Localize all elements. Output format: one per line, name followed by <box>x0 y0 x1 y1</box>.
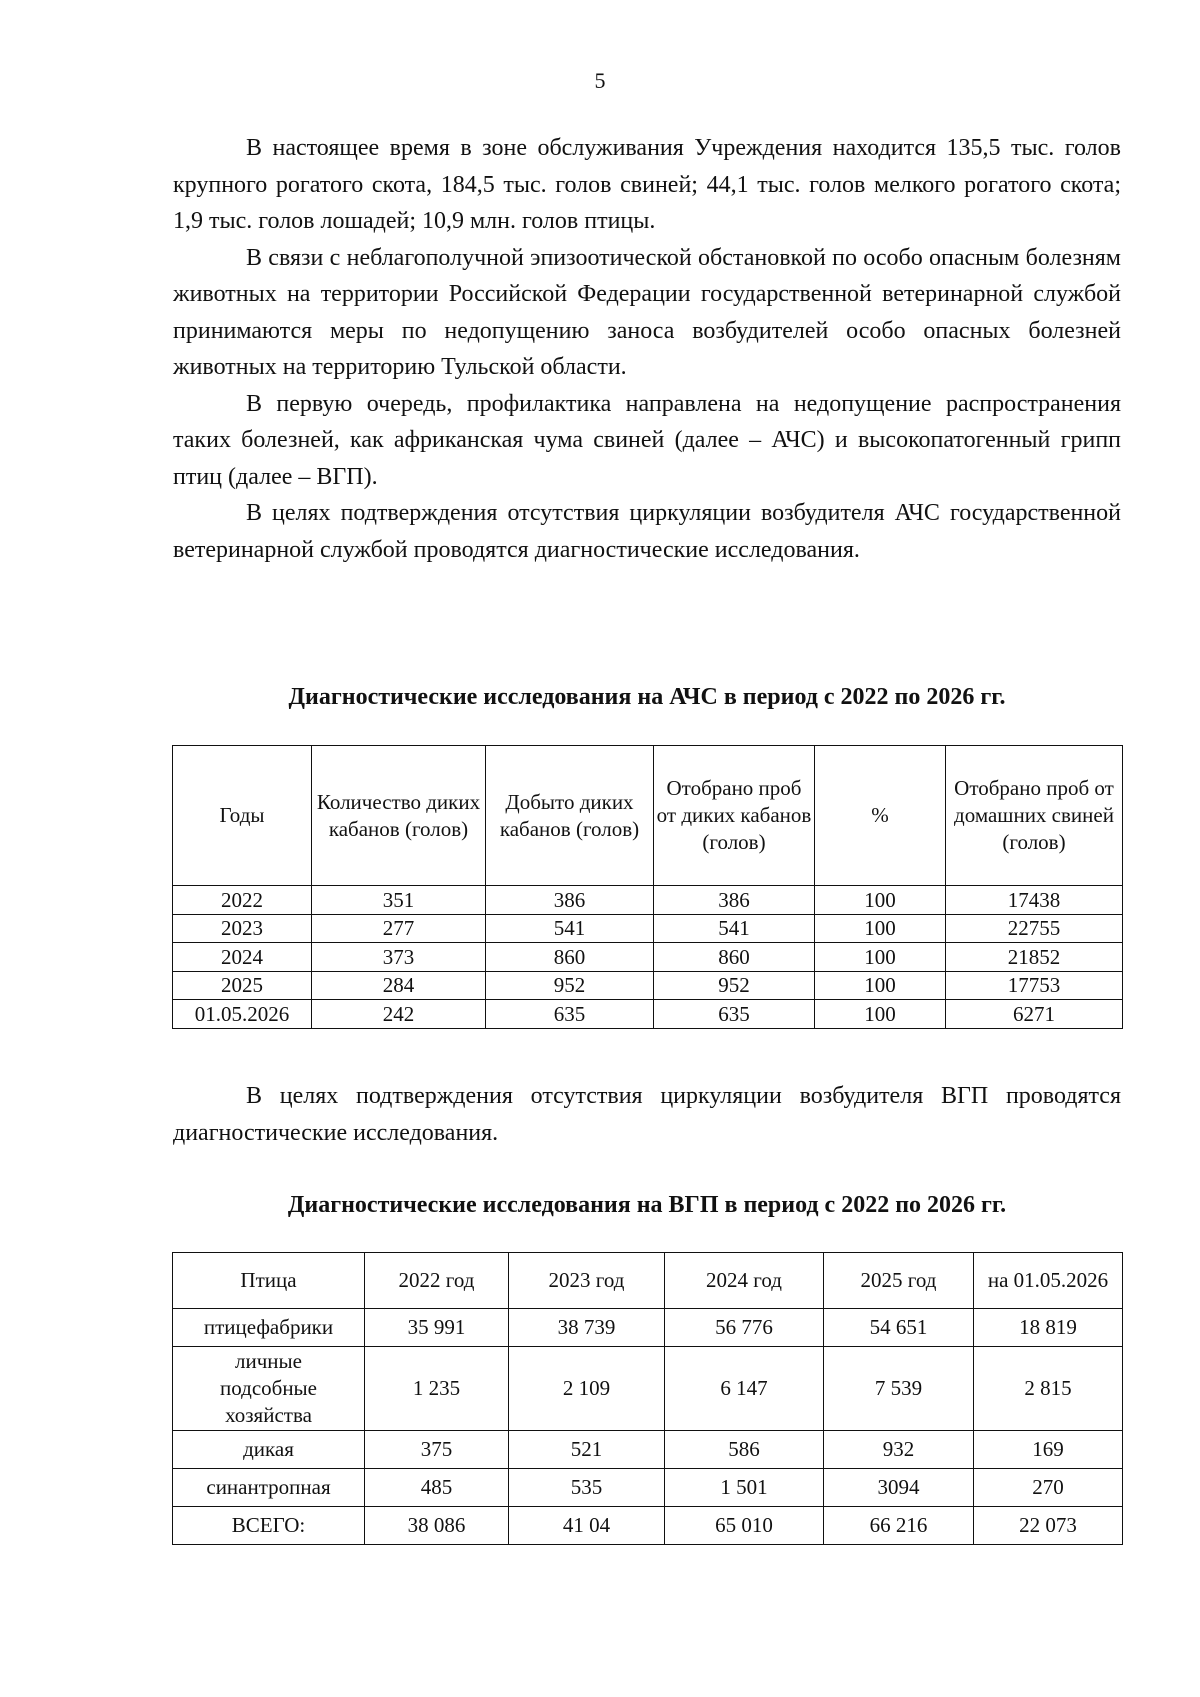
table-cell: 635 <box>486 1000 654 1029</box>
hpai-header-bird: Птица <box>173 1253 365 1309</box>
asf-header-domestic-samples: Отобрано проб от домашних свиней (голов) <box>946 746 1123 886</box>
hpai-header-2025: 2025 год <box>824 1253 974 1309</box>
table-cell: 2025 <box>173 971 312 1000</box>
table-row <box>173 1431 1123 1469</box>
table-cell: 100 <box>815 914 946 943</box>
table-cell: 100 <box>815 971 946 1000</box>
table-cell: 1 501 <box>665 1469 824 1507</box>
paragraph-prevention: В первую очередь, профилактика направлена на недопущение распространения таких болезней, как африканская чума свиней (далее – АЧС) и высокопатогенный грипп птиц (далее – ВГП). <box>173 390 1121 490</box>
table-cell: 6 147 <box>665 1347 824 1431</box>
table-cell: 100 <box>815 886 946 915</box>
asf-header-wild-boars-count: Количество диких кабанов (голов) <box>312 746 486 886</box>
table-cell: ВСЕГО: <box>173 1507 365 1545</box>
table-cell: 386 <box>486 886 654 915</box>
table-cell: 2024 <box>173 943 312 972</box>
table-cell: 373 <box>312 943 486 972</box>
table-cell: 485 <box>365 1469 509 1507</box>
table-cell: 535 <box>509 1469 665 1507</box>
table-cell: 635 <box>654 1000 815 1029</box>
table-row <box>173 914 1123 943</box>
table-cell: 41 04 <box>509 1507 665 1545</box>
asf-table-title: Диагностические исследования на АЧС в период с 2022 по 2026 гг. <box>288 684 1006 710</box>
table-cell: 277 <box>312 914 486 943</box>
hpai-header-2023: 2023 год <box>509 1253 665 1309</box>
table-cell: личные подсобные хозяйства <box>173 1347 365 1431</box>
asf-header-years: Годы <box>173 746 312 886</box>
intro-text <box>173 130 1121 568</box>
table-cell: 3094 <box>824 1469 974 1507</box>
table-cell: синантропная <box>173 1469 365 1507</box>
asf-table <box>172 745 1123 1029</box>
table-cell: 56 776 <box>665 1309 824 1347</box>
asf-header-wild-samples: Отобрано проб от диких кабанов (голов) <box>654 746 815 886</box>
table-cell: 21852 <box>946 943 1123 972</box>
table-row <box>173 1000 1123 1029</box>
table-row <box>173 1347 1123 1431</box>
table-cell: 586 <box>665 1431 824 1469</box>
table-cell: 7 539 <box>824 1347 974 1431</box>
table-cell: 386 <box>654 886 815 915</box>
table-cell: 351 <box>312 886 486 915</box>
page-number: 5 <box>594 68 606 93</box>
table-cell: 952 <box>486 971 654 1000</box>
asf-table-header-row <box>173 746 1123 886</box>
table-cell: 17753 <box>946 971 1123 1000</box>
hpai-table-header-row <box>173 1253 1123 1309</box>
table-cell: 541 <box>654 914 815 943</box>
hpai-header-2022: 2022 год <box>365 1253 509 1309</box>
table-cell: 932 <box>824 1431 974 1469</box>
table-cell: 100 <box>815 1000 946 1029</box>
table-cell: 2023 <box>173 914 312 943</box>
table-cell: 375 <box>365 1431 509 1469</box>
paragraph-livestock: В настоящее время в зоне обслуживания Учреждения находится 135,5 тыс. голов крупного рогатого скота, 184,5 тыс. голов свиней; 44,1 тыс. голов мелкого рогатого скота; 1,9 тыс. голов лошадей; 10,9 млн. голов птицы. <box>173 135 1121 234</box>
table-row <box>173 943 1123 972</box>
table-cell: 270 <box>974 1469 1123 1507</box>
table-cell: 38 086 <box>365 1507 509 1545</box>
table-cell: 18 819 <box>974 1309 1123 1347</box>
hpai-header-2024: 2024 год <box>665 1253 824 1309</box>
table-cell: 2 815 <box>974 1347 1123 1431</box>
paragraph-epizootic: В связи с неблагополучной эпизоотической обстановкой по особо опасным болезням животных на территории Российской Федерации государственной ветеринарной службой принимаются меры по недопущению заноса возбудителей особо опасных болезней животных на территорию Тульской области. <box>173 244 1121 380</box>
table-cell: 952 <box>654 971 815 1000</box>
table-cell: 01.05.2026 <box>173 1000 312 1029</box>
table-row <box>173 1309 1123 1347</box>
paragraph-hpai-research: В целях подтверждения отсутствия циркуляции возбудителя ВГП проводятся диагностические исследования. <box>173 1083 1121 1146</box>
table-cell: 2022 <box>173 886 312 915</box>
asf-header-percent: % <box>815 746 946 886</box>
table-cell: 860 <box>486 943 654 972</box>
table-cell: 541 <box>486 914 654 943</box>
table-cell: 2 109 <box>509 1347 665 1431</box>
table-cell: 22755 <box>946 914 1123 943</box>
table-cell: 284 <box>312 971 486 1000</box>
table-cell: дикая <box>173 1431 365 1469</box>
table-cell: 35 991 <box>365 1309 509 1347</box>
table-row <box>173 971 1123 1000</box>
hpai-table-title: Диагностические исследования на ВГП в период с 2022 по 2026 гг. <box>287 1192 1007 1218</box>
paragraph-asf-research: В целях подтверждения отсутствия циркуляции возбудителя АЧС государственной ветеринарной службой проводятся диагностические исследования. <box>173 500 1121 563</box>
table-cell: 521 <box>509 1431 665 1469</box>
table-row <box>173 1469 1123 1507</box>
asf-header-wild-boars-hunted: Добыто диких кабанов (голов) <box>486 746 654 886</box>
table-cell: 100 <box>815 943 946 972</box>
table-row <box>173 1507 1123 1545</box>
hpai-header-2026: на 01.05.2026 <box>974 1253 1123 1309</box>
table-row <box>173 886 1123 915</box>
table-cell: 860 <box>654 943 815 972</box>
table-cell: 65 010 <box>665 1507 824 1545</box>
table-cell: 54 651 <box>824 1309 974 1347</box>
table-cell: 22 073 <box>974 1507 1123 1545</box>
table-cell: птицефабрики <box>173 1309 365 1347</box>
table-cell: 169 <box>974 1431 1123 1469</box>
table-cell: 1 235 <box>365 1347 509 1431</box>
hpai-intro-text <box>173 1078 1121 1151</box>
table-cell: 38 739 <box>509 1309 665 1347</box>
table-cell: 66 216 <box>824 1507 974 1545</box>
table-cell: 6271 <box>946 1000 1123 1029</box>
table-cell: 242 <box>312 1000 486 1029</box>
table-cell: 17438 <box>946 886 1123 915</box>
hpai-table <box>172 1252 1123 1545</box>
